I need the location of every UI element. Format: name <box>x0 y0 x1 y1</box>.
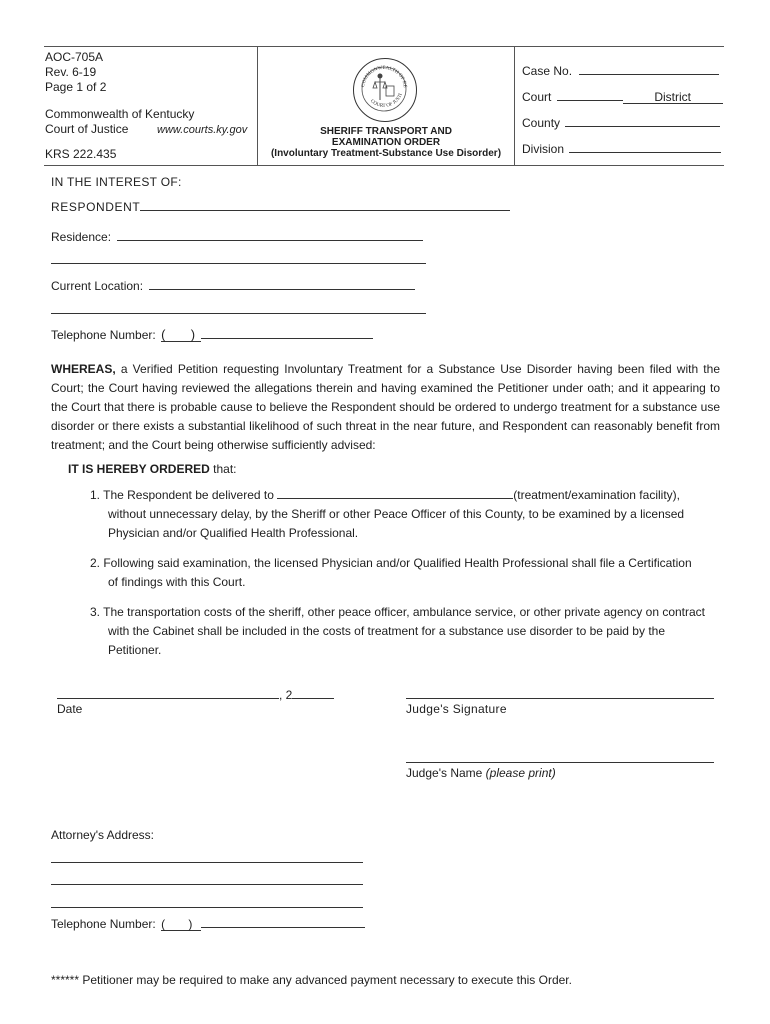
footer-note: ****** Petitioner may be required to make any advanced payment necessary to execute this Order. <box>51 973 572 987</box>
attorney-address-line-3[interactable] <box>51 907 363 908</box>
order-item-1: 1. The Respondent be delivered to (treatment/examination facility), without unnecessary delay, by the Sheriff or other Peace Officer of this County, to be examined by a licensed Physician and/or Qualified Health Professional. <box>90 488 685 540</box>
svg-text:COURT OF JUSTICE <box>353 58 404 109</box>
respondent-field[interactable]: RESPONDENT <box>51 198 510 214</box>
whereas-paragraph: WHEREAS, a Verified Petition requesting Involuntary Treatment for a Substance Use Disorder having been filed with the Court; the Court having reviewed the allegations therein and having examined the Petitioner under oath; and it appearing to the Court that there is probable cause to believe the Respondent should be ordered to undergo treatment for a substance use disorder or there exists a substantial likelihood of such threat in the near future, and Respondent can reasonably benefit from treatment; and the Court being otherwise sufficiently advised: <box>51 362 720 452</box>
judge-signature-label: Judge's Signature <box>406 702 507 716</box>
attorney-address-label: Attorney's Address: <box>51 828 155 842</box>
form-title: SHERIFF TRANSPORT AND EXAMINATION ORDER (Involuntary Treatment-Substance Use Disorder) <box>270 126 502 159</box>
seal-bottom-text: COURT OF JUSTI <box>368 92 404 109</box>
seal-top-text: COMMONWEALTH OF KE <box>360 65 407 88</box>
date-field[interactable]: , 2 <box>57 686 334 702</box>
state-name: Commonwealth of Kentucky <box>45 107 195 121</box>
court-field[interactable]: Court District <box>522 88 723 104</box>
judge-name-line[interactable] <box>406 762 714 763</box>
order-item-2: 2. Following said examination, the licensed Physician and/or Qualified Health Professional shall file a Certification of findings with this Court. <box>90 556 692 589</box>
division-field[interactable]: Division <box>522 140 721 156</box>
court-seal-icon <box>353 58 417 122</box>
ordered-heading: IT IS HEREBY ORDERED that: <box>68 462 237 476</box>
judge-name-label: Judge's Name (please print) <box>406 766 556 780</box>
header-divider-right <box>514 46 515 165</box>
statute: KRS 222.435 <box>45 147 117 161</box>
attorney-address-line-2[interactable] <box>51 884 363 885</box>
case-no-field[interactable]: Case No. <box>522 62 719 78</box>
district-label: District <box>623 91 723 104</box>
date-label: Date <box>57 702 83 716</box>
judge-signature-line[interactable] <box>406 698 714 699</box>
page-number: Page 1 of 2 <box>45 80 107 94</box>
residence-line-2[interactable] <box>51 263 426 264</box>
revision: Rev. 6-19 <box>45 65 97 79</box>
facility-input[interactable] <box>277 486 513 499</box>
interest-of-label: IN THE INTEREST OF: <box>51 175 182 189</box>
form-number: AOC-705A <box>45 50 104 64</box>
residence-field[interactable]: Residence: <box>51 228 423 244</box>
county-field[interactable]: County <box>522 114 720 130</box>
header-top-rule <box>44 46 724 47</box>
attorney-telephone-field[interactable]: Telephone Number: ( ) <box>51 915 365 931</box>
attorney-address-line-1[interactable] <box>51 862 363 863</box>
current-location-field[interactable]: Current Location: <box>51 277 415 293</box>
website: www.courts.ky.gov <box>157 124 248 136</box>
order-item-3: 3. The transportation costs of the sheriff, other peace officer, ambulance service, or other private agency on contract with the Cabinet shall be included in the costs of treatment for a substance use disorder to be paid by the Petitioner. <box>90 605 706 657</box>
location-line-2[interactable] <box>51 313 426 314</box>
header-bottom-rule <box>44 165 724 166</box>
court-name: Court of Justice <box>45 122 129 136</box>
telephone-field[interactable]: Telephone Number: ( ) <box>51 326 373 342</box>
